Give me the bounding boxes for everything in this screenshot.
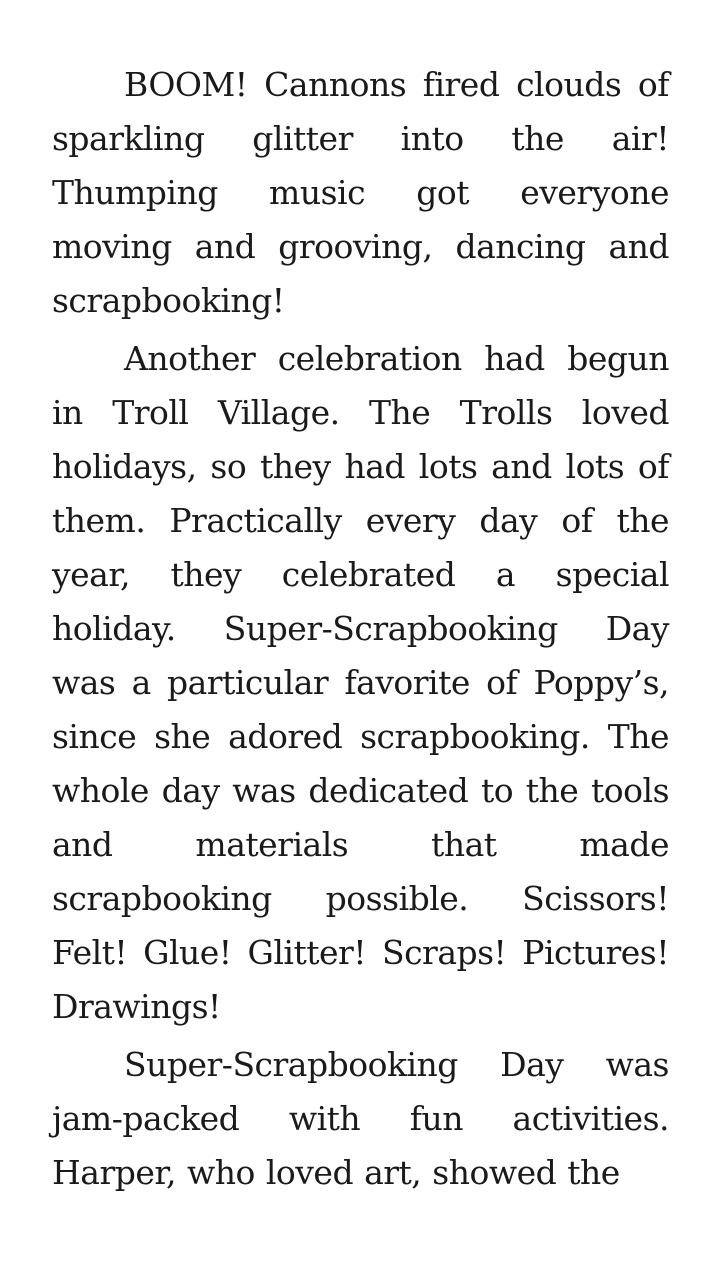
paragraph-3: Super-Scrapbooking Day was jam-packed with fun activities. Harper, who loved art, showed the	[52, 1045, 669, 1192]
paragraph-2: Another celebration had begun in Troll Village. The Trolls loved holidays, so they had lots and lots of them. Practically every day of the year, they celebrated a special holiday. Super-Scrapbooking Day was a particular favorite of Poppy’s, since she adored scrapbooking. The whole day was dedicated to the tools and materials that made scrapbooking possible. Scissors! Felt! Glue! Glitter! Scraps! Pictures! Drawings!	[52, 339, 669, 1026]
ebook-page	[52, 58, 669, 1204]
paragraph-1: BOOM! Cannons fired clouds of sparkling glitter into the air! Thumping music got everyone moving and grooving, dancing and scrapbooking!	[52, 65, 669, 320]
